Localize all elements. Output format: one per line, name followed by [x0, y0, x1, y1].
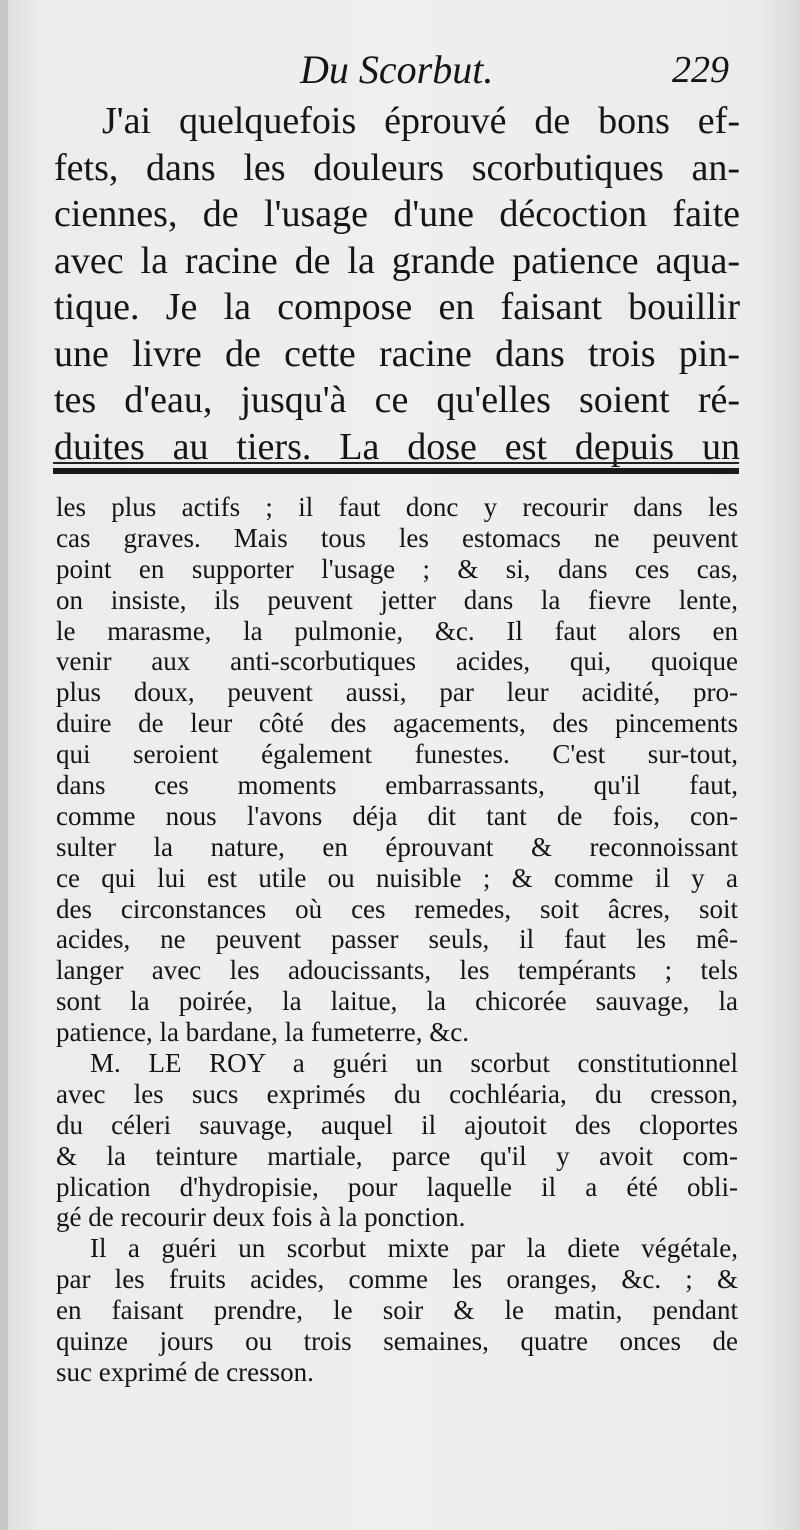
footnote-line: plus doux, peuvent aussi, par leur acidité, pro-	[56, 677, 738, 708]
footnote-line: sulter la nature, en éprouvant & reconnoissant	[56, 831, 738, 862]
text-line: fets, dans les douleurs scorbutiques an-	[54, 146, 740, 189]
footnote-line: dans ces moments embarrassants, qu'il faut,	[56, 770, 738, 801]
text-line: ciennes, de l'usage d'une décoction faite	[54, 193, 740, 235]
text-line: avec la racine de la grande patience aqua-	[54, 239, 740, 282]
page-header	[0, 42, 800, 98]
footnote-line: langer avec les adoucissants, les tempérants ; tels	[56, 955, 738, 986]
footnote-line: en faisant prendre, le soir & le matin, pendant	[56, 1295, 738, 1326]
text-line: tes d'eau, jusqu'à ce qu'elles soient ré-	[54, 379, 740, 421]
footnote-line: venir aux anti-scorbutiques acides, qui, quoique	[56, 646, 738, 677]
running-title: Du Scorbut.	[300, 47, 494, 92]
footnote-line: & la teinture martiale, parce qu'il y avoit com-	[56, 1140, 738, 1171]
footnote-line: du céleri sauvage, auquel il ajoutoit des cloportes	[56, 1109, 738, 1140]
divider-rule-thin	[53, 462, 739, 464]
footnote-line: des circonstances où ces remedes, soit âcres, soit	[56, 893, 738, 924]
text-line: duites au tiers. La dose est depuis un	[54, 425, 740, 468]
footnote-line: comme nous l'avons déja dit tant de fois, con-	[56, 800, 738, 831]
footnote-block	[56, 492, 738, 1388]
footnote-line: duire de leur côté des agacements, des pincements	[56, 708, 738, 739]
footnote-line: Il a guéri un scorbut mixte par la diete végétale,	[90, 1233, 738, 1264]
footnote-line: qui seroient également funestes. C'est sur-tout,	[56, 739, 738, 770]
footnote-line: acides, ne peuvent passer seuls, il faut les mê-	[56, 924, 738, 955]
page-edge-shadow	[0, 0, 8, 1530]
footnote-line: plication d'hydropisie, pour laquelle il a été obli-	[56, 1171, 738, 1202]
text-line: tique. Je la compose en faisant bouillir	[54, 286, 740, 328]
footnote-line: les plus actifs ; il faut donc y recourir dans les	[56, 492, 738, 522]
footnote-line: on insiste, ils peuvent jetter dans la fievre lente,	[56, 584, 738, 615]
footnote-line: M. LE ROY a guéri un scorbut constitutionnel	[90, 1048, 738, 1079]
footnote-line: gé de recourir deux fois à la ponction.	[56, 1202, 466, 1233]
footnote-line: par les fruits acides, comme les oranges, &c. ; &	[56, 1264, 738, 1295]
footnote-line: suc exprimé de cresson.	[56, 1356, 314, 1387]
footnote-line: cas graves. Mais tous les estomacs ne peuvent	[56, 522, 738, 553]
divider-rule-thick	[53, 468, 739, 474]
page-number: 229	[672, 49, 729, 91]
text-line: J'ai quelquefois éprouvé de bons ef-	[102, 100, 740, 142]
text-line: une livre de cette racine dans trois pin-	[54, 332, 740, 375]
main-paragraph	[54, 98, 740, 470]
footnote-line: le marasme, la pulmonie, &c. Il faut alors en	[56, 615, 738, 646]
footnote-line: quinze jours ou trois semaines, quatre onces de	[56, 1326, 738, 1357]
footnote-line: avec les sucs exprimés du cochléaria, du cresson,	[56, 1078, 738, 1109]
footnote-line: ce qui lui est utile ou nuisible ; & comme il y a	[56, 862, 738, 893]
footnote-line: patience, la bardane, la fumeterre, &c.	[56, 1017, 470, 1048]
footnote-line: sont la poirée, la laitue, la chicorée sauvage, la	[56, 986, 738, 1017]
footnote-line: point en supporter l'usage ; & si, dans ces cas,	[56, 553, 738, 584]
